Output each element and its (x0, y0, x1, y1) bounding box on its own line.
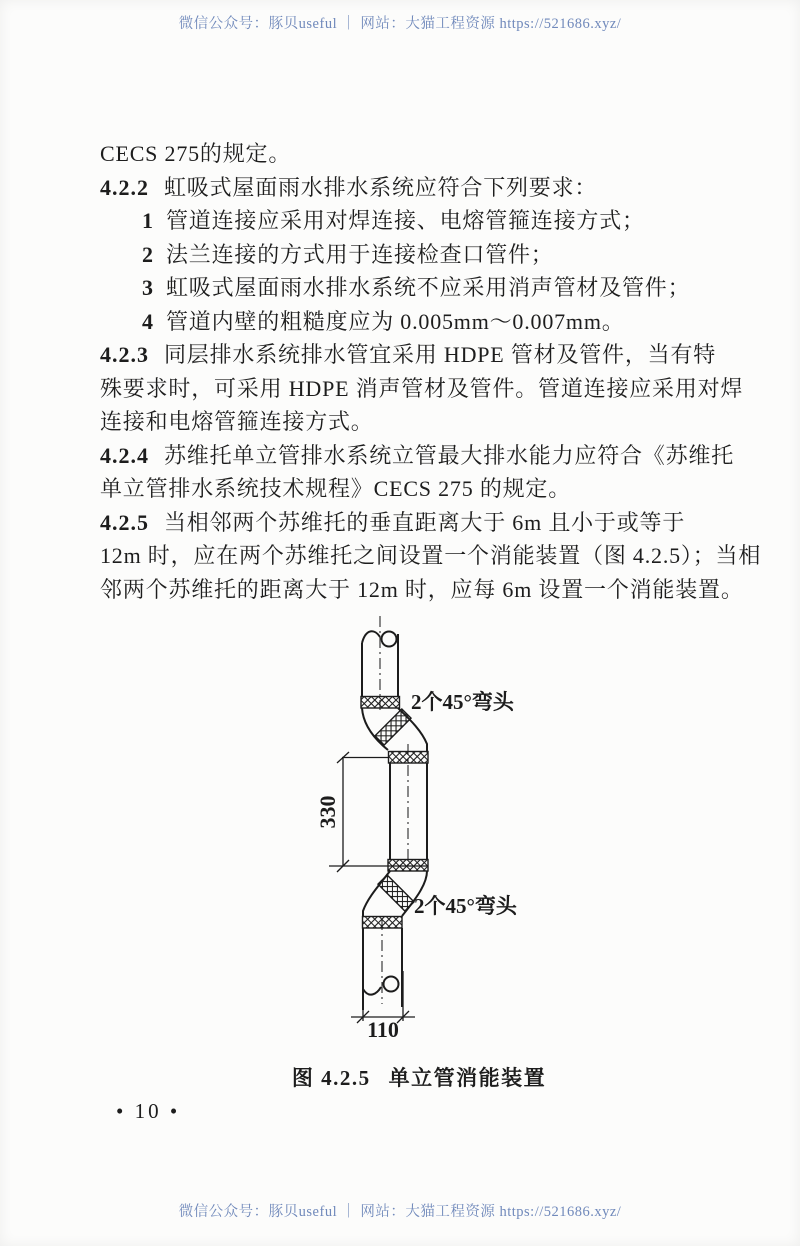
line-text: 当相邻两个苏维托的垂直距离大于 6m 且小于或等于 (164, 509, 686, 535)
upper-elbow-coupling-band (375, 709, 411, 745)
text-line (100, 405, 710, 439)
dimension-330-label: 330 (315, 795, 340, 829)
item-number: 1 (142, 208, 154, 233)
line-text: 虹吸式屋面雨水排水系统应符合下列要求： (164, 174, 598, 200)
text-line-section-4-2-4 (100, 439, 735, 473)
pipe-break-curve (363, 987, 381, 995)
dimension-110 (351, 971, 415, 1023)
dimension-330 (329, 752, 428, 872)
line-text: 同层排水系统排水管宜采用 HDPE 管材及管件，当有特 (164, 342, 717, 367)
text-line (100, 573, 744, 607)
item-number: 4 (142, 308, 154, 334)
watermark-top: 微信公众号：豚贝useful ｜ 网站：大猫工程资源 https://521686.xyz/ (178, 16, 622, 32)
pipe-break-curve (362, 631, 380, 643)
text-line-item-2 (100, 238, 710, 272)
text-line-section-4-2-5 (100, 506, 710, 540)
text-line-item-4 (100, 305, 710, 339)
line-text: 管道连接应采用对焊连接、电熔管箍连接方式； (166, 208, 645, 233)
pipe-break-loop (384, 977, 399, 992)
item-number: 3 (142, 275, 154, 300)
figure-caption-title: 单立管消能装置 (388, 1066, 547, 1090)
text-line (100, 372, 744, 406)
figure-caption (0, 1062, 800, 1092)
text-line (100, 472, 710, 506)
line-text: 连接和电熔管箍连接方式。 (100, 409, 374, 434)
text-line-item-3 (100, 271, 710, 305)
item-number: 2 (142, 241, 154, 267)
section-number: 4.2.3 (100, 342, 149, 367)
coupling-band (389, 752, 429, 764)
figure-4-2-5-diagram (300, 610, 560, 1050)
figure-caption-number: 图 4.2.5 (291, 1066, 371, 1090)
line-text: 单立管排水系统技术规程》CECS 275 的规定。 (100, 476, 572, 501)
body-text (100, 137, 762, 606)
line-text: 管道内壁的粗糙度应为 0.005mm～0.007mm。 (166, 308, 625, 334)
text-line-item-1 (100, 204, 710, 238)
coupling-band (361, 697, 400, 709)
lower-elbow-label: 2个45°弯头 (414, 894, 517, 918)
upper-elbow-label: 2个45°弯头 (411, 690, 514, 714)
pipe-centerlines (380, 616, 408, 1004)
section-number: 4.2.4 (100, 442, 149, 468)
coupling-band (363, 917, 403, 929)
coupling-band (388, 860, 428, 872)
watermark-bottom: 微信公众号：豚贝useful ｜ 网站：大猫工程资源 https://521686.xyz/ (178, 1204, 622, 1220)
pipe-break-loop (382, 632, 397, 647)
page-number: • 10 • (116, 1099, 181, 1123)
text-line-section-4-2-2 (100, 171, 710, 205)
line-text: CECS 275的规定。 (100, 141, 292, 166)
line-text: 苏维托单立管排水系统立管最大排水能力应符合《苏维托 (164, 442, 735, 468)
text-line (100, 539, 762, 573)
line-text: 虹吸式屋面雨水排水系统不应采用消声管材及管件； (166, 275, 691, 300)
text-line-section-4-2-3 (100, 338, 717, 372)
line-text: 殊要求时，可采用 HDPE 消声管材及管件。管道连接应采用对焊 (100, 375, 744, 401)
section-number: 4.2.2 (100, 174, 149, 200)
line-text: 法兰连接的方式用于连接检查口管件； (166, 241, 554, 267)
line-text: 邻两个苏维托的距离大于 12m 时，应每 6m 设置一个消能装置。 (100, 576, 744, 602)
lower-elbow-coupling-band (378, 875, 414, 911)
text-line (100, 137, 710, 171)
section-number: 4.2.5 (100, 509, 149, 535)
line-text: 12m 时，应在两个苏维托之间设置一个消能装置（图 4.2.5）；当相 (100, 543, 762, 568)
dimension-110-label: 110 (367, 1017, 399, 1042)
